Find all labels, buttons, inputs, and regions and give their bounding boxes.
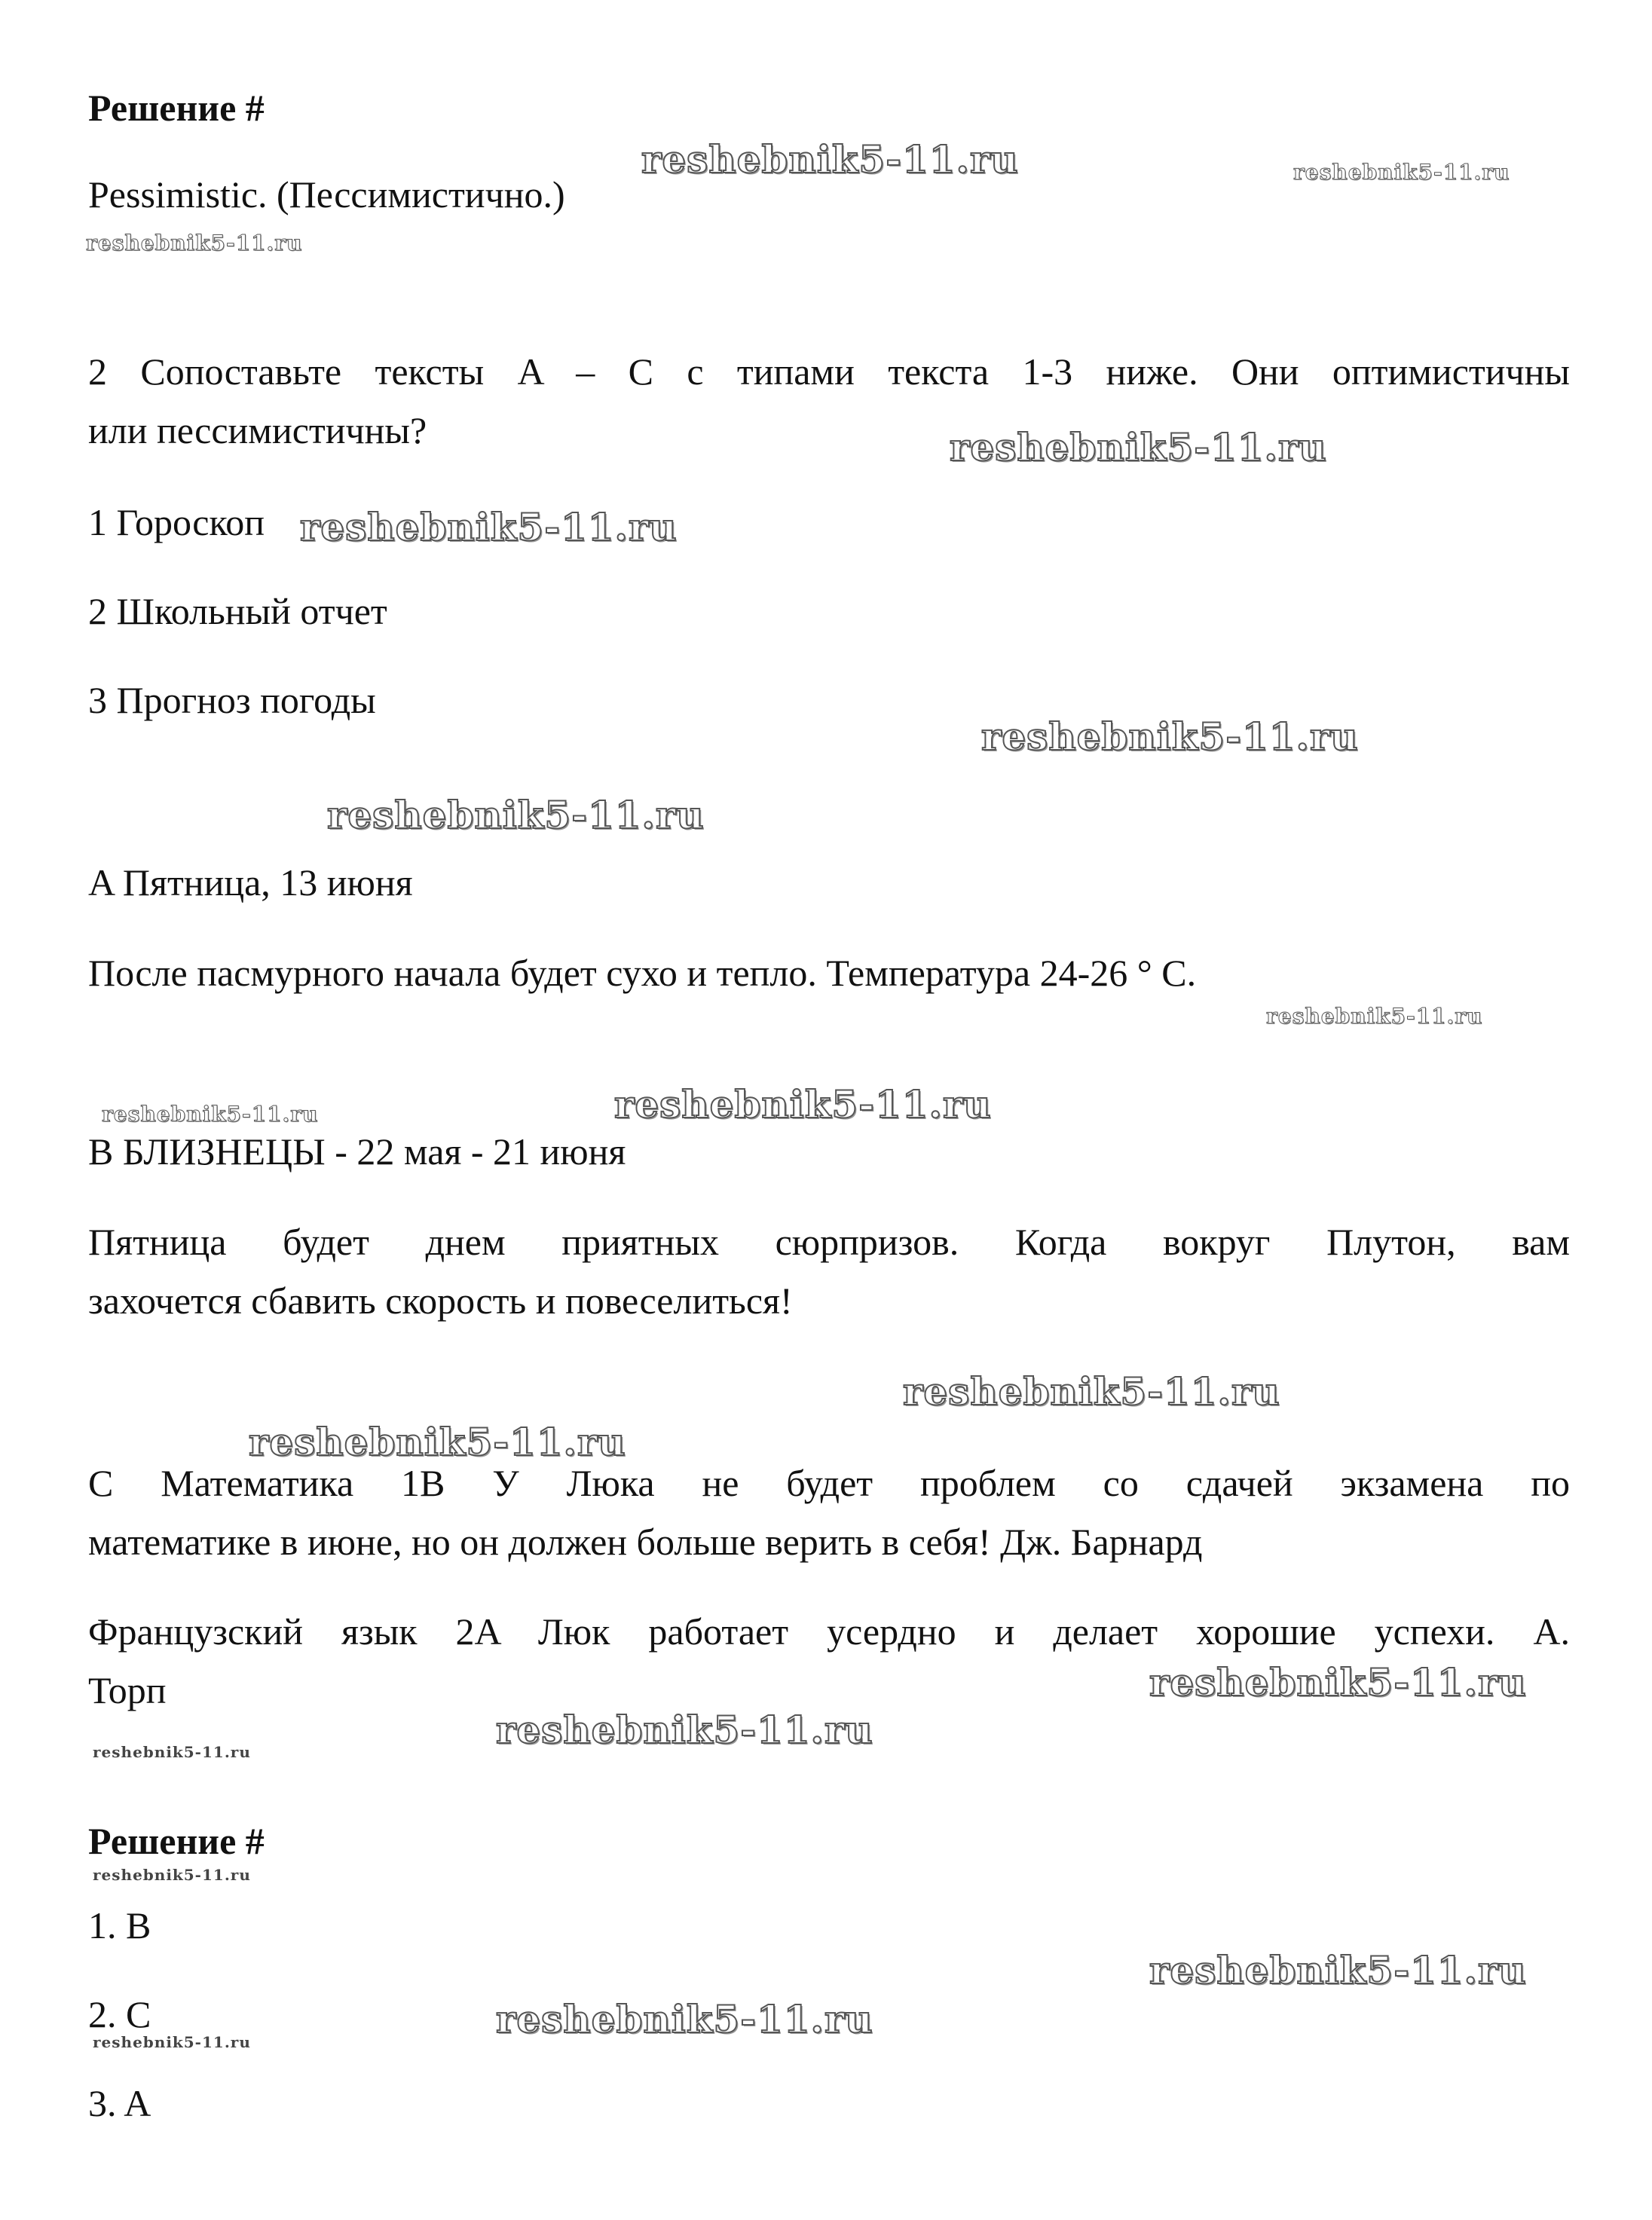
task-2-line-1: 2 Сопоставьте тексты A – C с типами текста 1-3 ниже. Они оптимистичны bbox=[88, 350, 1570, 393]
text-c-p1-line-1: C Математика 1B У Люка не будет проблем со сдачей экзамена по bbox=[88, 1462, 1570, 1504]
text-b-body-line-1: Пятница будет днем приятных сюрпризов. Когда вокруг Плутон, вам bbox=[88, 1221, 1570, 1263]
watermark: reshebnik5-11.ru bbox=[86, 231, 303, 255]
watermark: reshebnik5-11.ru bbox=[981, 714, 1359, 759]
task-2-line-2: или пессимистичны? bbox=[88, 409, 427, 451]
watermark: reshebnik5-11.ru bbox=[950, 425, 1327, 469]
text-a-heading: A Пятница, 13 июня bbox=[88, 861, 413, 904]
answer-1: 1. B bbox=[88, 1904, 151, 1946]
watermark: reshebnik5-11.ru bbox=[327, 793, 705, 837]
text-c-p2-line-1: Французский язык 2A Люк работает усердно и делает хорошие успехи. A. bbox=[88, 1610, 1570, 1653]
watermark: reshebnik5-11.ru bbox=[1149, 1660, 1527, 1705]
text-a-body: После пасмурного начала будет сухо и тепло. Температура 24-26 ° C. bbox=[88, 952, 1197, 994]
watermark: reshebnik5-11.ru bbox=[1149, 1948, 1527, 1992]
solution-heading-2: Решение # bbox=[88, 1820, 265, 1862]
answer-pessimistic: Pessimistic. (Пессимистично.) bbox=[88, 173, 565, 216]
watermark: reshebnik5-11.ru bbox=[496, 1708, 873, 1752]
watermark: reshebnik5-11.ru bbox=[641, 137, 1019, 182]
text-b-body-line-2: захочется сбавить скорость и повеселиться! bbox=[88, 1280, 793, 1322]
watermark: reshebnik5-11.ru bbox=[496, 1997, 873, 2041]
type-horoscope: 1 Гороскоп bbox=[88, 501, 265, 543]
text-c-p2-line-2: Торп bbox=[88, 1669, 167, 1711]
answer-3: 3. A bbox=[88, 2082, 151, 2124]
watermark: reshebnik5-11.ru bbox=[249, 1420, 626, 1464]
watermark: reshebnik5-11.ru bbox=[614, 1082, 992, 1127]
watermark: reshebnik5-11.ru bbox=[93, 1743, 251, 1761]
watermark: reshebnik5-11.ru bbox=[93, 2033, 251, 2051]
type-weather-forecast: 3 Прогноз погоды bbox=[88, 679, 376, 721]
watermark: reshebnik5-11.ru bbox=[1266, 1004, 1483, 1029]
solution-heading-1: Решение # bbox=[88, 87, 265, 129]
text-b-heading: B БЛИЗНЕЦЫ - 22 мая - 21 июня bbox=[88, 1130, 626, 1173]
watermark: reshebnik5-11.ru bbox=[903, 1369, 1280, 1414]
watermark: reshebnik5-11.ru bbox=[102, 1102, 319, 1127]
watermark: reshebnik5-11.ru bbox=[300, 505, 678, 549]
watermark: reshebnik5-11.ru bbox=[93, 1866, 251, 1884]
text-c-p1-line-2: математике в июне, но он должен больше верить в себя! Дж. Барнард bbox=[88, 1521, 1203, 1563]
type-school-report: 2 Школьный отчет bbox=[88, 590, 387, 632]
watermark: reshebnik5-11.ru bbox=[1293, 160, 1510, 185]
answer-2: 2. C bbox=[88, 1993, 151, 2035]
